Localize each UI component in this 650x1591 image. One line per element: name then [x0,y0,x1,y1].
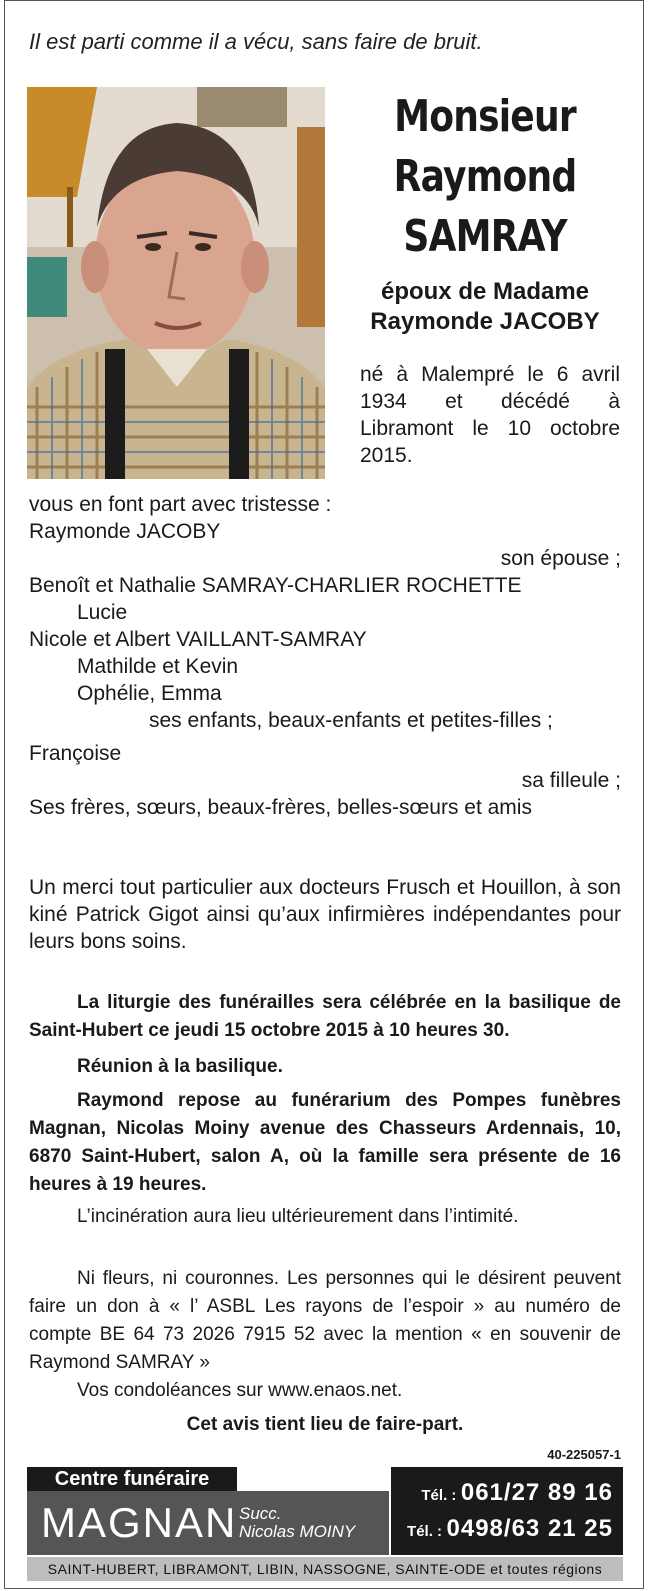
phone-row-2 [407,1515,613,1543]
phone-row-1 [421,1479,613,1507]
obituary-notice [4,0,644,1589]
successor-line-1: Succ. [239,1504,282,1523]
family-spouse-name: Raymonde JACOBY [29,520,221,543]
epigraph: Il est parti comme il a vécu, sans faire de bruit. [29,29,483,54]
condolences-paragraph: Vos condoléances sur www.enaos.net. [77,1380,403,1401]
funeral-home-locations: SAINT-HUBERT, LIBRAMONT, LIBIN, NASSOGNE, SAINTE-ODE et toutes régions [27,1557,623,1581]
spouse-line-2: Raymonde JACOBY [370,308,600,335]
thanks-paragraph: Un merci tout particulier aux docteurs Frusch et Houillon, à son kiné Patrick Gigot ainsi qu’aux infirmières indépendantes pour leurs bons soins. [29,876,621,953]
successor-line-2: Nicolas MOINY [239,1522,356,1541]
family-goddaughter-role: sa filleule ; [521,769,621,792]
family-list [29,491,621,821]
rests-paragraph: Raymond repose au funérarium des Pompes funèbres Magnan, Nicolas Moiny avenue des Chasseurs Ardennais, 10, 6870 Saint-Hubert, salon A, où la famille sera présente de 16 heures à 19 heures. [29,1090,621,1195]
funeral-home-phones [391,1467,623,1555]
portrait-photo [27,87,325,479]
cremation-paragraph: L’incinération aura lieu ultérieurement dans l’intimité. [77,1206,519,1227]
flowers-paragraph: Ni fleurs, ni couronnes. Les personnes qui le désirent peuvent faire un don à « l’ ASBL Les rayons de l’espoir » au numéro de compte BE 64 73 2026 7915 52 avec la mention « en souvenir de Raymond SAMRAY » [29,1268,621,1373]
family-intro: vous en font part avec tristesse : [29,493,332,516]
spouse-info [335,277,635,337]
funeral-home-main [27,1491,389,1555]
funeral-home-header: Centre funéraire [27,1467,237,1491]
funeral-home-successor [239,1505,355,1541]
phone-number-2: 0498/63 21 25 [446,1515,613,1542]
family-grandchild-1: Lucie [77,601,128,624]
family-child-2: Nicole et Albert VAILLANT-SAMRAY [29,628,367,651]
birth-death-info: né à Malempré le 6 avril 1934 et décédé à Libramont le 10 octobre 2015. [360,363,620,467]
meeting-paragraph: Réunion à la basilique. [77,1056,283,1077]
deceased-name [362,87,608,267]
title-first-name: Raymond [393,151,577,202]
reference-number: 40-225057-1 [547,1447,621,1462]
spouse-line-1: époux de Madame [380,278,590,305]
liturgy-paragraph: La liturgie des funérailles sera célébrée en la basilique de Saint-Hubert ce jeudi 15 octobre 2015 à 10 heures 30. [29,992,621,1041]
family-children-role: ses enfants, beaux-enfants et petites-filles ; [149,709,553,732]
family-spouse-role: son épouse ; [500,547,621,570]
family-goddaughter: Françoise [29,742,122,765]
phone-label-1: Tél. : [421,1487,457,1504]
portrait-image [27,87,325,479]
family-grandchild-2: Mathilde et Kevin [77,655,239,678]
family-siblings: Ses frères, sœurs, beaux-frères, belles-sœurs et amis [29,796,532,819]
title-last-name: SAMRAY [403,211,567,262]
title-honorific: Monsieur [394,91,576,142]
funeral-home-banner [27,1467,623,1583]
family-grandchild-3: Ophélie, Emma [77,682,222,705]
notice-line: Cet avis tient lieu de faire-part. [186,1414,464,1435]
funeral-home-name: MAGNAN [41,1499,238,1546]
phone-label-2: Tél. : [407,1523,443,1540]
family-child-1: Benoît et Nathalie SAMRAY-CHARLIER ROCHETTE [29,574,522,597]
phone-number-1: 061/27 89 16 [460,1479,613,1506]
